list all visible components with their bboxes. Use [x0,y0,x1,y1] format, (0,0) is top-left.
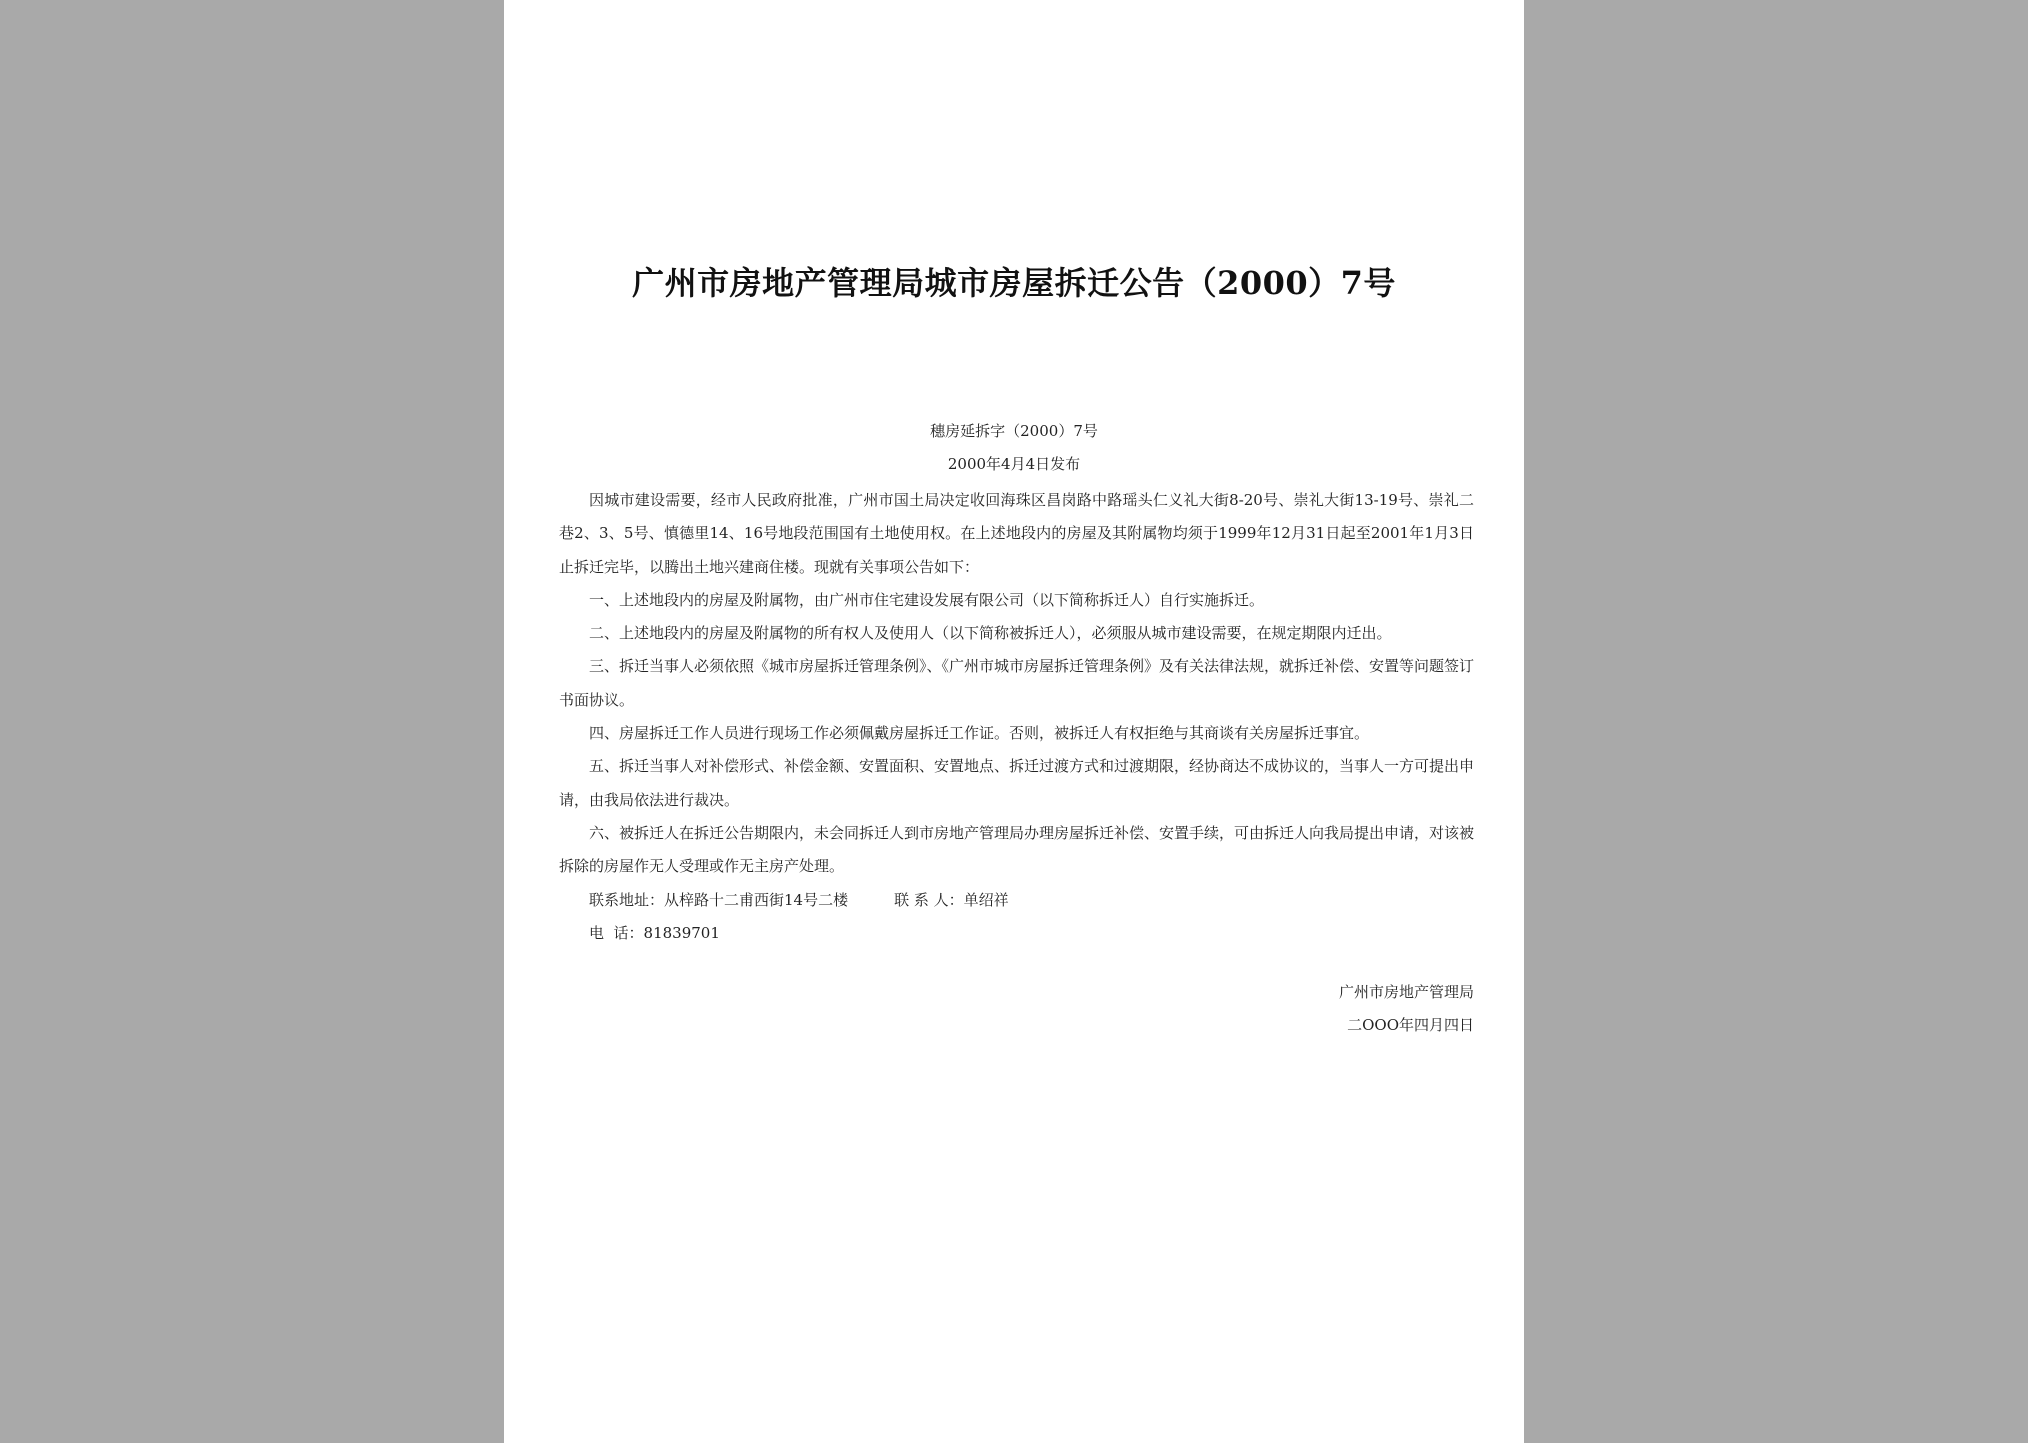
clause-4: 四、房屋拆迁工作人员进行现场工作必须佩戴房屋拆迁工作证。否则，被拆迁人有权拒绝与其商谈有关房屋拆迁事宜。 [589,724,1370,743]
contact-address: 联系地址：从梓路十二甫西街14号二楼 [589,890,849,909]
contact-row [559,884,1474,917]
contact-person: 联 系 人：单绍祥 [894,890,1009,909]
intro-paragraph: 因城市建设需要，经市人民政府批准，广州市国土局决定收回海珠区昌岗路中路瑶头仁义礼大街8-20号、崇礼大街13-19号、崇礼二巷2、3、5号、慎德里14、16号地段范围国有土地使用权。在上述地段内的房屋及其附属物均须于1999年12月31日起至2001年1月3日止拆迁完毕，以腾出土地兴建商住楼。现就有关事项公告如下： [559,491,1474,576]
document-number: 穗房延拆字（2000）7号 [930,422,1098,440]
signoff-date: 二OOO年四月四日 [1347,1016,1474,1035]
document-page [504,0,1524,1443]
document-body [559,484,1474,950]
clause-2: 二、上述地段内的房屋及附属物的所有权人及使用人（以下简称被拆迁人），必须服从城市建设需要，在规定期限内迁出。 [589,624,1392,643]
clause-6: 六、被拆迁人在拆迁公告期限内，未会同拆迁人到市房地产管理局办理房屋拆迁补偿、安置手续，可由拆迁人向我局提出申请，对该被拆除的房屋作无人受理或作无主房产处理。 [559,823,1475,876]
issue-date: 2000年4月4日发布 [947,455,1081,473]
issuer-name: 广州市房地产管理局 [1338,983,1474,1001]
signoff-block [1339,976,1474,1043]
clause-3: 三、拆迁当事人必须依照《城市房屋拆迁管理条例》、《广州市城市房屋拆迁管理条例》及有关法律法规，就拆迁补偿、安置等问题签订书面协议。 [559,657,1475,709]
clause-1: 一、上述地段内的房屋及附属物，由广州市住宅建设发展有限公司（以下简称拆迁人）自行实施拆迁。 [589,590,1265,609]
clause-5: 五、拆迁当事人对补偿形式、补偿金额、安置面积、安置地点、拆迁过渡方式和过渡期限，经协商达不成协议的，当事人一方可提出申请，由我局依法进行裁决。 [559,757,1475,809]
document-title: 广州市房地产管理局城市房屋拆迁公告（2000）7号 [632,264,1396,302]
contact-phone: 电 话：81839701 [589,923,720,942]
